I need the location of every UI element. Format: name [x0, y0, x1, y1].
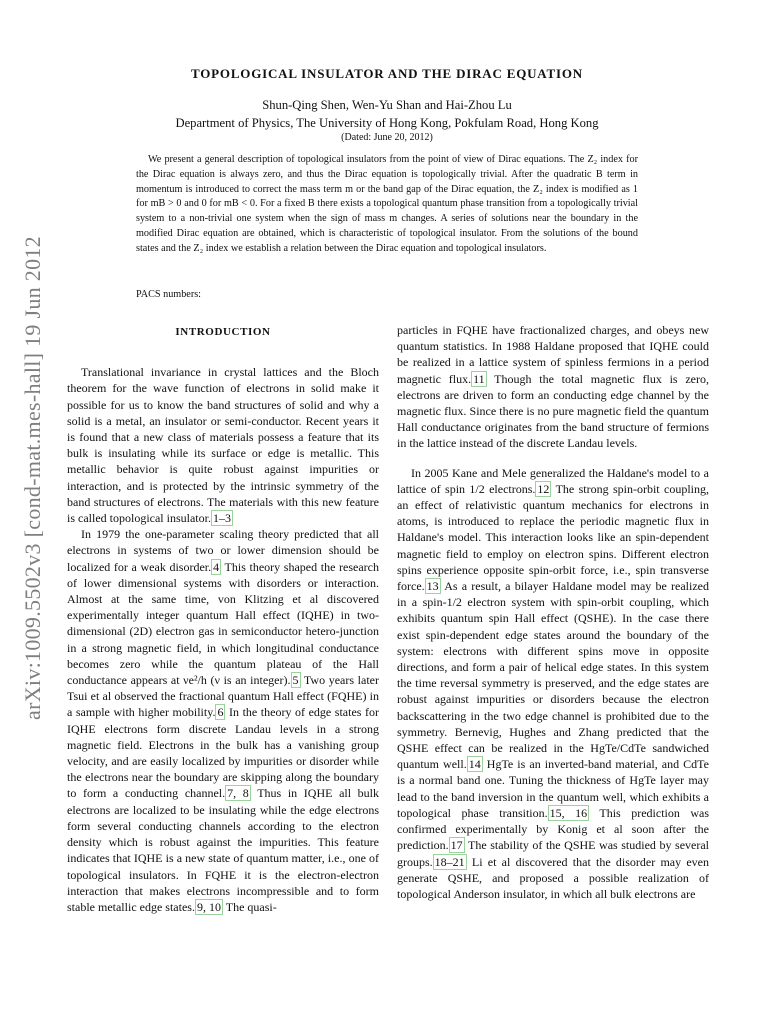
paragraph-text: The stability of the QSHE was studied by several groups.: [397, 838, 709, 869]
paragraph-text: In the theory of edge states for IQHE electrons form discrete Landau levels in a strong magnetic field. Electrons in the bulk has a vanishing group velocity, and are easily localized by impurities or disorder while the electrons near the boundary are skipping along the boundary to form a conducting channel.: [67, 705, 379, 801]
paragraph-text: Li et al discovered that the disorder may even generate QSHE, and proposed a possible realization of topological Anderson insulator, in which all bulk electrons are: [397, 854, 709, 901]
paragraph-text: Two years later Tsui et al observed the fractional quantum Hall effect (FQHE) in a sample with higher mobility.: [67, 673, 379, 720]
section-heading-introduction: INTRODUCTION: [175, 326, 271, 338]
citation-link[interactable]: 18–21: [434, 854, 465, 869]
paragraph-text: Though the total magnetic flux is zero, electrons are driven to form an conducting edge channel by the magnetic flux. Since there is no pure magnetic field the quantum Hall conductance originates from the band structure of fermions in the lattice instead of the discrete Landau levels.: [397, 371, 709, 451]
citation-link[interactable]: 14: [468, 757, 481, 772]
paragraph-text: In 1979 the one-parameter scaling theory predicted that all electrons in systems of two or lower dimension should be localized for a weak disorder.: [67, 527, 379, 574]
paragraph: [397, 322, 709, 452]
citation-link[interactable]: 6: [217, 705, 224, 720]
right-column: [397, 322, 709, 902]
arxiv-stamp: [8, 198, 58, 758]
citation-link[interactable]: 17: [450, 838, 463, 853]
citation-link[interactable]: 13: [426, 579, 439, 594]
paragraph: [397, 465, 709, 902]
paper-authors: Shun-Qing Shen, Wen-Yu Shan and Hai-Zhou Lu: [262, 98, 512, 112]
citation-link[interactable]: 15, 16: [549, 805, 588, 820]
citation-link[interactable]: 11: [473, 371, 485, 386]
paragraph-text: This prediction was confirmed experimentally by Konig et al soon after the prediction.: [397, 805, 710, 853]
citation-link[interactable]: 5: [292, 673, 299, 688]
left-column: [67, 322, 379, 915]
paper-date: (Dated: June 20, 2012): [341, 132, 433, 143]
citation-link[interactable]: 4: [213, 559, 220, 574]
citation-link[interactable]: 12: [537, 481, 550, 496]
paragraph: [67, 526, 379, 915]
paragraph-text: The quasi-: [222, 899, 277, 914]
paragraph-text: particles in FQHE have fractionalized charges, and obeys new quantum statistics. In 1988 Haldane proposed that IQHE could be realized in a lattice system of spinless fermions in a period magnetic flux.: [397, 323, 709, 386]
citation-link[interactable]: 1–3: [212, 511, 231, 526]
paragraph: [67, 364, 379, 526]
pacs-numbers: PACS numbers:: [136, 289, 202, 300]
paragraph-text: This theory shaped the research of lower dimensional systems with disorders or interaction. Almost at the same time, von Klitzing et al discovered experimentally integer quantum Hall effect (IQHE) in two-dimensional (2D) electron gas in semiconductor hetero-junction in a strong magnetic field, in which longitudinal conductance becomes zero while the quantum plateau of the Hall conductance appears at νe²/h (ν is an integer).: [67, 559, 379, 688]
paragraph-text: Thus in IQHE all bulk electrons are localized to be insulating while the edge electrons form several conducting channels according to the electron density which is robust against the impurities. This feature indicates that IQHE is a new state of quantum matter, i.e., one of topological insulators. In FQHE it is the electron-electron interaction that makes electrons incompressible and to form stable metallic edge states.: [67, 786, 380, 914]
paragraph-text: The strong spin-orbit coupling, an effect of relativistic quantum mechanics for electrons in atoms, is introduced to replace the periodic magnetic flux in Haldane's model. This interaction looks like an spin-dependent magnetic field to employ on electron spins. Different electron spins experience opposite spin-orbit force, i.e., spin transverse force.: [397, 481, 709, 594]
paragraph-text: In 2005 Kane and Mele generalized the Haldane's model to a lattice of spin 1/2 electrons.: [397, 465, 709, 496]
abstract: We present a general description of topological insulators from the point of view of Dirac equations. The Z₂ index for the Dirac equation is always zero, and thus the Dirac equation is topologically trivial. After the quadratic B term in momentum is introduced to correct the mass term m or the band gap of the Dirac equation, the Z₂ index is modified as 1 for mB > 0 and 0 for mB < 0. For a fixed B there exists a topological quantum phase transition from a topologically trivial system to a non-trivial one system when the sign of mass m changes. A series of solutions near the boundary in the modified Dirac equation are obtained, which is characteristic of topological insulator. From the solutions of the bound states and the Z₂ index we establish a relation between the Dirac equation and topological insulators.: [136, 154, 638, 254]
paper-affiliation: Department of Physics, The University of Hong Kong, Pokfulam Road, Hong Kong: [175, 116, 599, 130]
citation-link[interactable]: 7, 8: [227, 786, 249, 801]
paragraph-text: As a result, a bilayer Haldane model may be realized in a spin-1/2 electron system with spin-orbit coupling, which exhibits quantum spin Hall effect (QSHE). In the case there exist spin-dependent edge states around the boundary of the system: electrons with different spins move in opposite directions, and form a pair of helical edge states. In this system the time reversal symmetry is preserved, and the edge states are robust against impurities or disorders because the electron backscattering in the two edge channel is prohibited due to the symmetry. Bernevig, Hughes and Zhang predicted that the QSHE effect can be realized in the HgTe/CdTe sandwiched quantum well.: [397, 579, 709, 772]
citation-link[interactable]: 9, 10: [196, 899, 221, 914]
paper-title: TOPOLOGICAL INSULATOR AND THE DIRAC EQUATION: [191, 66, 583, 81]
arxiv-stamp-text: arXiv:1009.5502v3 [cond-mat.mes-hall] 19 Jun 2012: [20, 236, 46, 720]
paragraph-text: Translational invariance in crystal lattices and the Bloch theorem for the wave function of electrons in solid make it possible for us to know the band structures of solid and why a solid is a metal, an insulator or semi-conductor. Recent years it is found that a new class of materials possess a feature that its bulk is insulating while its surface or edge is metallic. This metallic behavior is quite robust against impurities or interaction, and is protected by the intrinsic symmetry of the band structures of electrons. The materials with this new feature is called topological insulator.: [67, 365, 379, 526]
paragraph-text: HgTe is an inverted-band material, and CdTe is a normal band one. Tuning the thickness of HgTe layer may lead to the band inversion in the quantum well, which exhibits a topological phase transition.: [397, 757, 709, 820]
